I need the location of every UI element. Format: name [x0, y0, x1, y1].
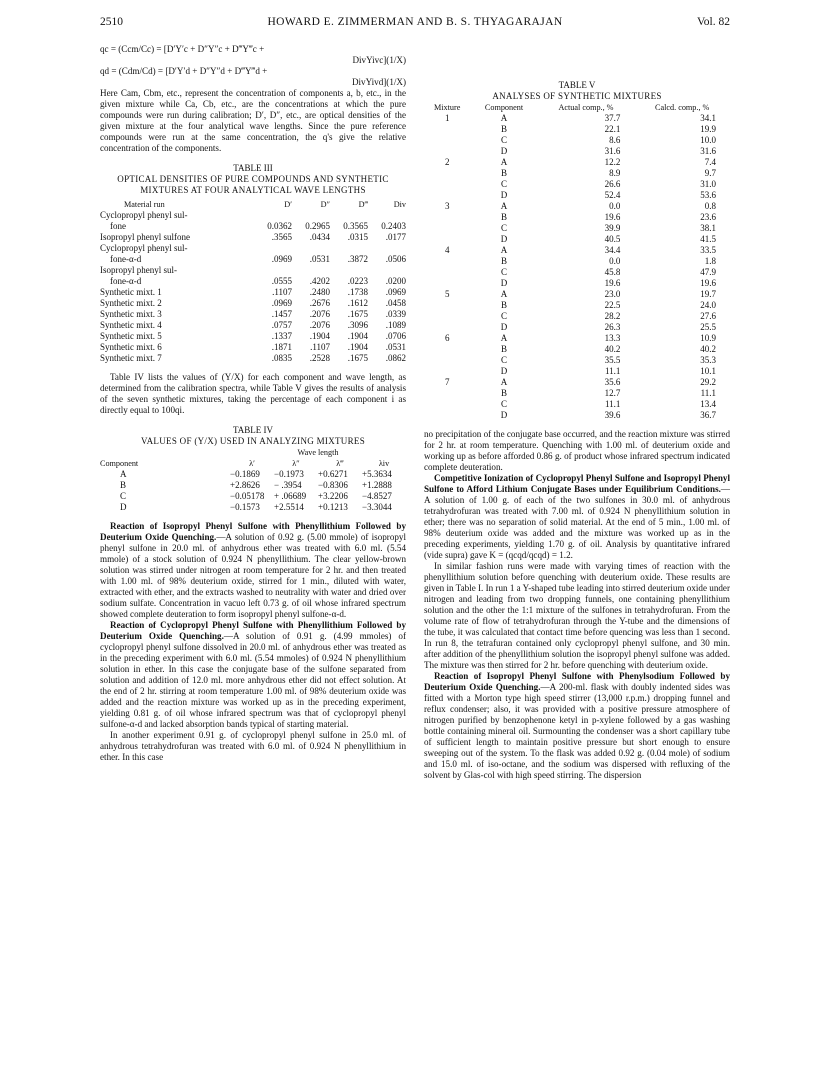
table3-cell: .0969 [385, 287, 406, 297]
section-cyclopropyl-phenyllithium [100, 620, 406, 730]
table5-component: C [501, 311, 508, 321]
table-row [424, 377, 730, 388]
table5-component: A [500, 377, 508, 387]
table4-cell: −0.1869 [230, 469, 260, 479]
table4-cell: −4.8527 [362, 491, 392, 501]
table3-cell: .1089 [385, 320, 406, 330]
table3-cell: 0.3565 [343, 221, 368, 231]
paragraph-another-experiment: In another experiment 0.91 g. of cyclopropyl phenyl sulfone in 25.0 ml. of anhydrous tetrahydrofuran was treated with 6.0 ml. of 0.924 N phenyllithium in ether. In this case [100, 730, 406, 762]
table3-header-d4: Div [393, 200, 406, 209]
table5-header-row [424, 102, 730, 113]
table3-cell: .2676 [309, 298, 330, 308]
section-text: —A solution of 0.92 g. (5.00 mmole) of isopropyl phenyl sulfone in 20.0 ml. of anhydrous ether was treated with 6.0 ml. (5.54 mmole) of a stock solution of 0.924 N phenyllithium. The clear yellow-brown solution was stirred under nitrogen at room temperature for 2 hr. and then treated with 1.00 ml. of 98% deuterium oxide, stirred for 1 min., diluted with water, extracted with ether, and the extracts washed to neutrality with water and dried over sodium sulfate. Concentration in vacuo left 0.73 g. of oil whose infrared spectrum showed complete deuteration to form isopropyl phenyl sulfone-α-d. [100, 532, 406, 619]
table-row [100, 287, 406, 298]
table5-component: D [500, 146, 508, 156]
section-text: —A solution of 0.91 g. (4.99 mmoles) of cyclopropyl phenyl sulfone dissolved in 20.0 ml. of anhydrous ether was treated as in the preceding experiment with 6.0 ml. (5.54 mmoles) of 0.924 N phenyllithium solution in ether. In this case the conjugate base of the sulfone separated from solution and addition of 12.0 ml. more anhydrous ether did not effect solution. At the end of 2 hr. stirring at room temperature 1.00 ml. of 98% deuterium oxide was added and the reaction mixture was worked up as in the preceding experiment, yielding 0.81 g. of oil whose infrared spectrum was that of cyclopropyl phenyl sulfone-α-d and lacked absorption bands typical of starting material. [100, 631, 407, 729]
table3-material: Cyclopropyl phenyl sul- [100, 243, 188, 253]
table3-cell: .0458 [385, 298, 406, 308]
table3 [100, 199, 406, 364]
table5-calcd: 24.0 [700, 300, 716, 310]
table3-caption-line2: MIXTURES AT FOUR ANALYTICAL WAVE LENGTHS [140, 185, 366, 195]
table5-actual: 12.2 [604, 157, 621, 167]
table5 [424, 102, 730, 421]
table5-actual: 39.6 [604, 410, 621, 420]
table-row [424, 333, 730, 344]
table3-header-d3: D‴ [358, 200, 368, 209]
table-row [100, 309, 406, 320]
table5-actual: 11.1 [604, 399, 621, 409]
table5-actual: 45.8 [604, 267, 621, 277]
table3-cell: .0177 [385, 232, 406, 242]
table5-actual: 35.5 [604, 355, 621, 365]
table5-calcd: 38.1 [700, 223, 716, 233]
table3-material: Synthetic mixt. 3 [100, 309, 162, 319]
table-row [424, 201, 730, 212]
table5-component: B [501, 124, 508, 134]
section-title: Reaction of Isopropyl Phenyl Sulfone with Phenyllithium Followed by Deuterium Oxide Quenching. [100, 521, 406, 542]
table-row [100, 469, 406, 480]
table5-header-mixture: Mixture [434, 103, 461, 112]
table3-cell: 0.0362 [267, 221, 292, 231]
table4-wavelength-row [100, 447, 406, 458]
table3-material: Synthetic mixt. 7 [100, 353, 162, 363]
table5-component: A [500, 113, 508, 123]
table5-actual: 22.1 [604, 124, 621, 134]
table5-actual: 13.3 [604, 333, 621, 343]
table3-material: fone-α-d [110, 276, 142, 286]
table5-mixture: 5 [444, 289, 450, 299]
table5-component: D [500, 278, 508, 288]
table5-calcd: 13.4 [700, 399, 716, 409]
table5-component: C [501, 179, 508, 189]
table5-component: C [501, 399, 508, 409]
table4-header-l1: λ′ [249, 459, 255, 468]
table3-cell: .1457 [271, 309, 292, 319]
table5-label: TABLE V [558, 80, 596, 90]
table5-component: B [501, 168, 508, 178]
table-row [424, 289, 730, 300]
table-row [424, 179, 730, 190]
table3-cell: .0969 [271, 254, 292, 264]
table3-cell: .3565 [271, 232, 292, 242]
table3-cell: .1738 [347, 287, 368, 297]
table3-cell: .1871 [271, 342, 292, 352]
table5-actual: 0.0 [609, 201, 621, 211]
table5-actual: 22.5 [604, 300, 621, 310]
table3-cell: .0757 [271, 320, 292, 330]
table-row [424, 146, 730, 157]
table5-actual: 39.9 [604, 223, 621, 233]
table5-component: D [500, 410, 508, 420]
table5-component: B [501, 300, 508, 310]
table5-component: A [500, 201, 508, 211]
table4-cell: −0.1973 [274, 469, 304, 479]
table-row [424, 245, 730, 256]
table5-calcd: 1.8 [704, 256, 716, 266]
equation-qd-line1: qd = (Cdm/Cd) = [D′Y′d + D″Y″d + D‴Y‴d + [100, 66, 268, 76]
table5-calcd: 10.0 [700, 135, 716, 145]
table3-cell: .2480 [309, 287, 330, 297]
table3-material: Cyclopropyl phenyl sul- [100, 210, 188, 220]
table4-header-component: Component [100, 459, 139, 468]
table5-component: D [500, 190, 508, 200]
table5-component: B [501, 212, 508, 222]
table5-calcd: 9.7 [704, 168, 716, 178]
table4-cell: +0.1213 [318, 502, 348, 512]
table-row [424, 135, 730, 146]
section-title: Competitive Ionization of Cyclopropyl Phenyl Sulfone and Isopropyl Phenyl Sulfone to Afford Lithium Conjugate Bases under Equilibrium Conditions. [424, 473, 730, 494]
table3-cell: 0.2403 [381, 221, 406, 231]
table4-caption: VALUES OF (Y/X) USED IN ANALYZING MIXTURES [140, 436, 366, 446]
table-row [424, 212, 730, 223]
table5-actual: 12.7 [604, 388, 621, 398]
table3-cell: .0706 [385, 331, 406, 341]
table3-cell: .2076 [309, 309, 330, 319]
table3-cell: .4202 [309, 276, 330, 286]
left-column [100, 44, 406, 763]
table5-actual: 40.5 [604, 234, 621, 244]
table3-label: TABLE III [233, 163, 273, 173]
table-row [424, 190, 730, 201]
table-row [100, 502, 406, 513]
table5-header-actual: Actual comp., % [558, 103, 614, 112]
equation-qd-line2: DivYivd](1/X) [351, 77, 406, 87]
section-title: Reaction of Isopropyl Phenyl Sulfone with Phenylsodium Followed by Deuterium Oxide Quenching. [424, 671, 730, 692]
table-row [424, 256, 730, 267]
table4-header-row [100, 458, 406, 469]
table-row [424, 399, 730, 410]
table3-cell: .1675 [347, 309, 368, 319]
table5-component: B [501, 256, 508, 266]
table5-actual: 31.6 [604, 146, 621, 156]
table5-mixture: 3 [444, 201, 450, 211]
table5-component: A [500, 333, 508, 343]
section-title: Reaction of Cyclopropyl Phenyl Sulfone with Phenyllithium Followed by Deuterium Oxide Quenching. [100, 620, 406, 641]
table3-cell: .0506 [385, 254, 406, 264]
table-row [424, 344, 730, 355]
table5-mixture: 6 [444, 333, 450, 343]
table5-calcd: 31.0 [700, 179, 716, 189]
table-row [424, 311, 730, 322]
table5-actual: 19.6 [604, 278, 621, 288]
table4-component: C [120, 491, 127, 501]
table4-cell: −0.1573 [230, 502, 260, 512]
table3-cell: .2528 [309, 353, 330, 363]
table3-cell: .1612 [347, 298, 368, 308]
table-row [424, 234, 730, 245]
table5-header-calcd: Calcd. comp., % [655, 103, 710, 112]
table5-calcd: 10.1 [700, 366, 716, 376]
right-column [424, 44, 730, 781]
table5-component: C [501, 355, 508, 365]
table-row [100, 491, 406, 502]
table3-caption-line1: OPTICAL DENSITIES OF PURE COMPOUNDS AND SYNTHETIC [117, 174, 389, 184]
table-row [100, 480, 406, 491]
table3-cell: .0315 [347, 232, 368, 242]
table5-calcd: 23.6 [700, 212, 716, 222]
table5-actual: 34.4 [604, 245, 621, 255]
table3-header-row [100, 199, 406, 210]
table3-material: Synthetic mixt. 1 [100, 287, 162, 297]
table4-cell: +2.5514 [274, 502, 304, 512]
table5-calcd: 29.2 [700, 377, 716, 387]
table-row [424, 366, 730, 377]
table3-material: fone [110, 221, 126, 231]
table3-cell: .1904 [347, 342, 368, 352]
table5-actual: 23.0 [604, 289, 621, 299]
table-row [424, 388, 730, 399]
table5-header-component: Component [484, 103, 524, 112]
table5-component: A [500, 157, 508, 167]
table4-header-l3: λ‴ [336, 459, 344, 468]
table-row [424, 157, 730, 168]
table5-calcd: 53.6 [700, 190, 716, 200]
table3-cell: .0339 [385, 309, 406, 319]
table5-component: D [500, 322, 508, 332]
table5-caption: ANALYSES OF SYNTHETIC MIXTURES [492, 91, 662, 101]
running-authors: HOWARD E. ZIMMERMAN AND B. S. THYAGARAJAN [267, 16, 563, 28]
table-row [100, 243, 406, 254]
table-row [424, 322, 730, 333]
table4-cell: +2.8626 [230, 480, 260, 490]
section-text: —A 200-ml. flask with doubly indented sides was fitted with a Morton type high speed stirrer (13,000 r.p.m.) dropping funnel and reflux condenser; also, it was provided with a positive pressure atmosphere of nitrogen purified by benzophenone ketyl in p-xylene followed by a gas washing bottle containing mineral oil. Surmounting the condenser was a short capillary tube of sufficient length to maintain positive pressure but short enough to ensure sweeping out of the system. To the flask was added 0.92 g. (0.04 mole) of sodium and 15.0 ml. of iso-octane, and the sodium was dispersed with refluxing of the solvent by Glas-col with high speed stirring. The dispersion [424, 682, 730, 780]
equation-qc-line2: DivYivc](1/X) [352, 55, 406, 65]
table3-cell: .0223 [347, 276, 368, 286]
table3-cell: .1904 [309, 331, 330, 341]
table5-calcd: 35.3 [700, 355, 716, 365]
table4-component: A [120, 469, 127, 479]
table5-component: A [500, 245, 508, 255]
table3-cell: .3872 [347, 254, 368, 264]
table5-calcd: 19.6 [700, 278, 716, 288]
section-isopropyl-phenyllithium [100, 521, 406, 620]
table5-calcd: 25.5 [700, 322, 716, 332]
table3-material: Synthetic mixt. 4 [100, 320, 162, 330]
table3-cell: 0.2965 [305, 221, 330, 231]
table3-cell: .0531 [385, 342, 406, 352]
table3-material: Isopropyl phenyl sulfone [100, 232, 190, 242]
table4-cell: +1.2888 [362, 480, 392, 490]
table3-cell: .3096 [347, 320, 368, 330]
table5-calcd: 41.5 [700, 234, 716, 244]
table5-actual: 8.9 [609, 168, 621, 178]
table5-actual: 8.6 [609, 135, 621, 145]
table-row [100, 210, 406, 221]
table3-header-d2: D″ [320, 200, 330, 209]
table3-material: Synthetic mixt. 5 [100, 331, 162, 341]
running-header [100, 16, 730, 30]
table5-actual: 0.0 [609, 256, 621, 266]
table3-cell: .0835 [271, 353, 292, 363]
section-text: —A solution of 1.00 g. of each of the two sulfones in 30.0 ml. of anhydrous tetrahydrofuran was treated with 7.00 ml. of 0.924 N phenyllithium solution in ether; there was no separation of solid material. At the end of 5 min., 1.00 ml. of 98% deuterium oxide was added and the mixture was worked up as in the preceding experiments, yielding 1.70 g. of oil. Analysis by quantitative infrared (vide supra) gave K = (qcqd/qcqd) = 1.2. [424, 484, 730, 560]
table3-header-material: Material run [124, 200, 165, 209]
table-row [100, 342, 406, 353]
table5-calcd: 10.9 [700, 333, 716, 343]
table4-cell: −0.8306 [318, 480, 348, 490]
table5-component: C [501, 267, 508, 277]
table3-material: Synthetic mixt. 6 [100, 342, 162, 352]
paragraph-here: Here Cam, Cbm, etc., represent the concentration of components a, b, etc., in the given mixture while Ca, Cb, etc., are the concentrations at which the pure compounds were run during calibration; D′, D″, etc., are optical densities of the given mixture at the four analytical wave lengths. Since the pure reference compounds were run at the same concentration, the q's give the relative concentration of the components. [100, 88, 406, 153]
table5-component: A [500, 289, 508, 299]
table4-cell: −3.3044 [362, 502, 392, 512]
table3-cell: .1675 [347, 353, 368, 363]
table3-cell: .0555 [271, 276, 292, 286]
table-row [424, 223, 730, 234]
table-row [424, 410, 730, 421]
table4-cell: +0.6271 [318, 469, 348, 479]
table-row [100, 353, 406, 364]
table5-mixture: 1 [444, 113, 450, 123]
table3-cell: .0200 [385, 276, 406, 286]
table5-mixture: 4 [444, 245, 450, 255]
paragraph-similar-runs: In similar fashion runs were made with varying times of reaction with the phenyllithium solution before quenching with deuterium oxide. These results are given in Table I. In run 1 a Y-shaped tube leading into stirred deuterium oxide under nitrogen and leading from two dropping funnels, one containing phenyllithium solution and the other the 1:1 mixture of the sulfones in tetrahydrofuran. From the volume rate of flow of tetrahydrofuran through the Y-tube and the dimensions of the tube, it was calculated that contact time before quencing was less than 1 second. In run 8, the tetrafuran contained only cyclopropyl phenyl sulfone, and 30 min. after addition of the phenyllithium solution the isopropyl phenyl sulfone was added. The mixture was then stirred for 2 hr. before quenching with deuterium oxide. [424, 561, 730, 670]
table5-calcd: 19.7 [700, 289, 716, 299]
table5-calcd: 31.6 [700, 146, 716, 156]
table4 [100, 447, 406, 513]
table-row [424, 300, 730, 311]
table5-component: C [501, 135, 508, 145]
table5-actual: 19.6 [604, 212, 621, 222]
table5-actual: 26.6 [604, 179, 621, 189]
table-row [100, 320, 406, 331]
table-row [100, 254, 406, 265]
table5-calcd: 40.2 [700, 344, 716, 354]
table3-cell: .0862 [385, 353, 406, 363]
table4-cell: −0.05178 [230, 491, 265, 501]
section-competitive-ionization [424, 473, 730, 561]
table5-calcd: 0.8 [704, 201, 716, 211]
table3-cell: .0434 [309, 232, 330, 242]
table3-cell: .2076 [309, 320, 330, 330]
table3-material: Synthetic mixt. 2 [100, 298, 162, 308]
table4-cell: +3.2206 [318, 491, 348, 501]
table3-cell: .1904 [347, 331, 368, 341]
table5-calcd: 36.7 [700, 410, 716, 420]
table4-cell: + .06689 [274, 491, 307, 501]
table-row [424, 267, 730, 278]
table-row [424, 278, 730, 289]
table4-component: B [120, 480, 127, 490]
table-row [100, 232, 406, 243]
table3-material: Isopropyl phenyl sul- [100, 265, 177, 275]
equation-qc-line1: qc = (Ccm/Cc) = [D′Y′c + D″Y″c + D‴Y‴c + [100, 44, 265, 54]
table3-material: fone-α-d [110, 254, 142, 264]
table5-calcd: 33.5 [700, 245, 716, 255]
table5-component: D [500, 366, 508, 376]
table5-component: D [500, 234, 508, 244]
table5-mixture: 2 [444, 157, 450, 167]
table-row [424, 355, 730, 366]
page-number: 2510 [100, 16, 123, 28]
table3-header-d1: D′ [284, 200, 292, 209]
table5-actual: 28.2 [604, 311, 621, 321]
table5-actual: 40.2 [604, 344, 621, 354]
table3-cell: .1107 [310, 342, 330, 352]
table5-calcd: 7.4 [704, 157, 716, 167]
table3-cell: .1107 [272, 287, 292, 297]
table5-mixture: 7 [444, 377, 450, 387]
table3-cell: .1337 [271, 331, 292, 341]
table-row [100, 276, 406, 287]
table5-actual: 37.7 [604, 113, 621, 123]
table4-header-l2: λ″ [292, 459, 300, 468]
table5-actual: 35.6 [604, 377, 621, 387]
table5-actual: 52.4 [604, 190, 621, 200]
table4-component: D [120, 502, 127, 512]
table5-calcd: 34.1 [700, 113, 716, 123]
table5-calcd: 47.9 [700, 267, 716, 277]
table4-label: TABLE IV [232, 425, 274, 435]
section-isopropyl-phenylsodium [424, 671, 730, 781]
table-row [424, 168, 730, 179]
table3-cell: .0531 [309, 254, 330, 264]
table5-calcd: 11.1 [700, 388, 716, 398]
table5-calcd: 19.9 [700, 124, 716, 134]
table5-actual: 26.3 [604, 322, 621, 332]
table5-calcd: 27.6 [700, 311, 716, 321]
table4-cell: +5.3634 [362, 469, 392, 479]
table4-header-l4: λiv [378, 459, 390, 468]
table-row [100, 265, 406, 276]
table5-actual: 11.1 [604, 366, 621, 376]
table-row [424, 113, 730, 124]
table-row [424, 124, 730, 135]
table4-cell: − .3954 [274, 480, 302, 490]
table4-wave-length-label: Wave length [297, 448, 339, 457]
table-row [100, 298, 406, 309]
table5-component: B [501, 344, 508, 354]
table-row [100, 221, 406, 232]
table3-cell: .0969 [271, 298, 292, 308]
paragraph-table4-intro: Table IV lists the values of (Y/X) for each component and wave length, as determined from the calibration spectra, while Table V gives the results of analysis of the seven synthetic mixtures, taking the percentage of each component i as directly equal to 100qi. [100, 372, 406, 415]
table5-component: C [501, 223, 508, 233]
table5-component: B [501, 388, 508, 398]
table-row [100, 331, 406, 342]
volume-label: Vol. 82 [696, 16, 730, 28]
paragraph-continuation: no precipitation of the conjugate base occurred, and the reaction mixture was stirred for 2 hr. at room temperature. Quenching with 1.00 ml. of deuterium oxide and working up as before afforded 0.86 g. of product whose infrared spectrum indicated complete deuteration. [424, 429, 730, 472]
